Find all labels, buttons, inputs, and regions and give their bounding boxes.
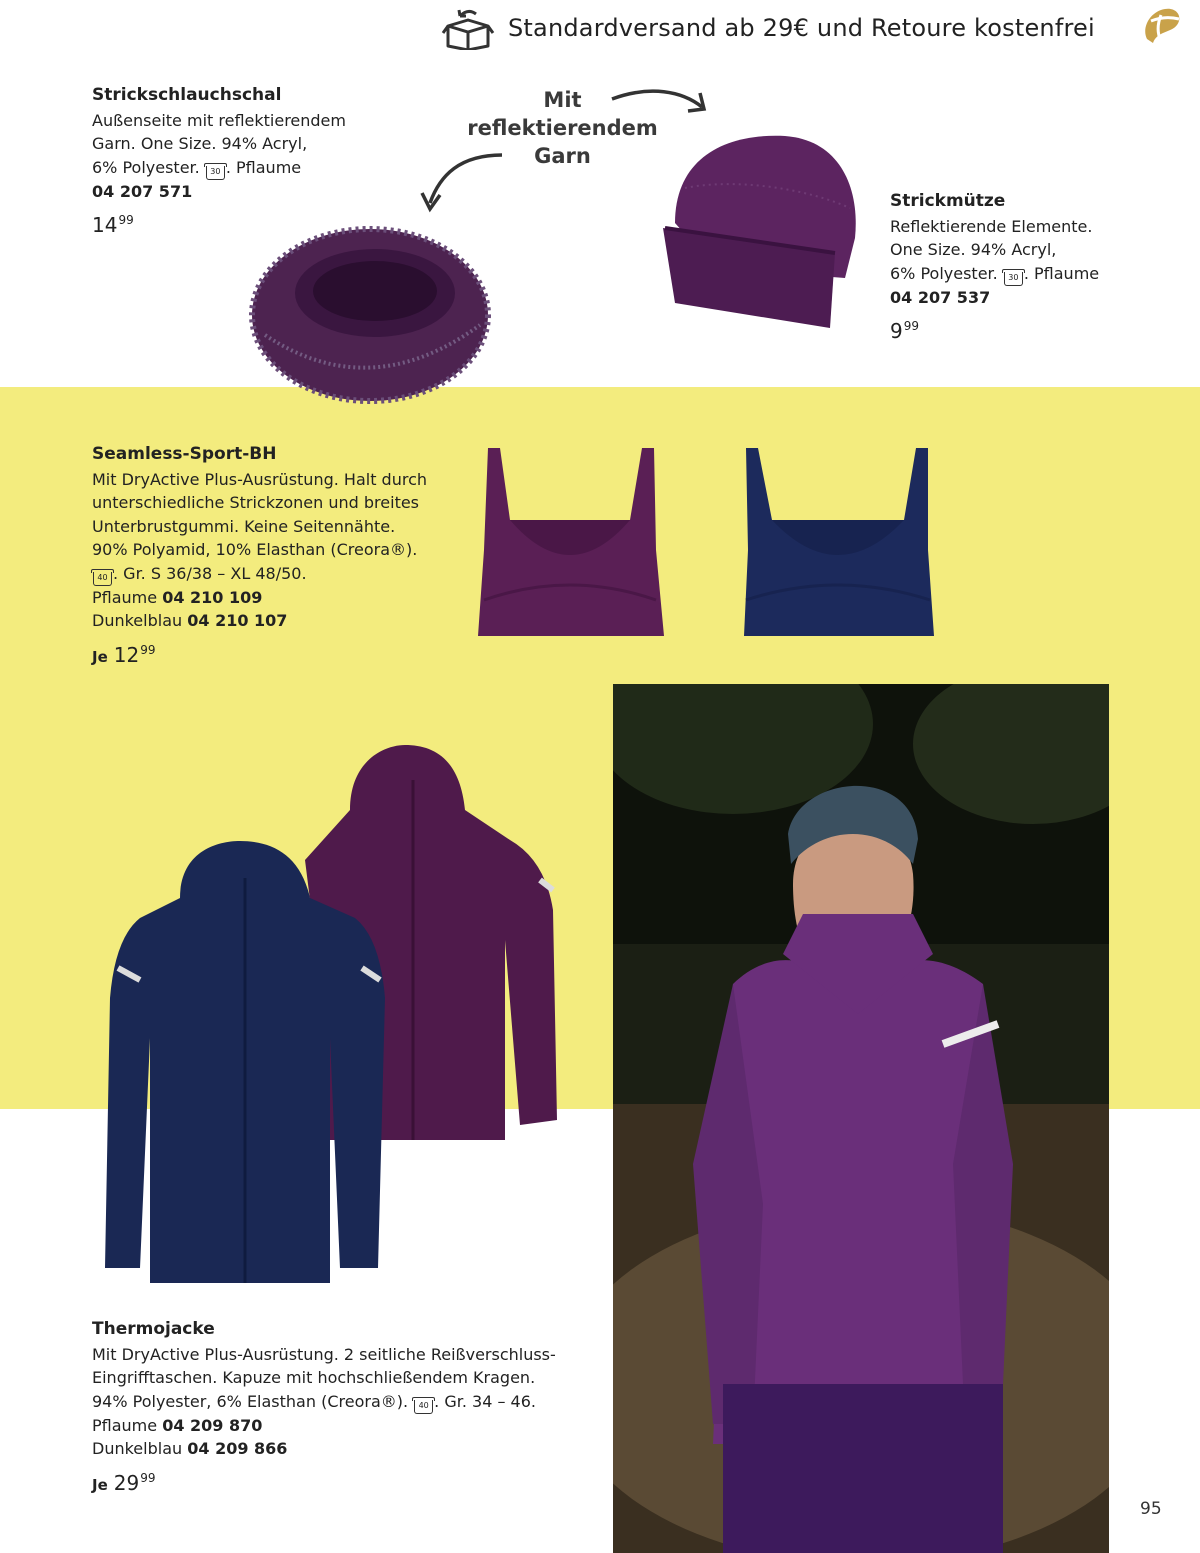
price bbox=[890, 315, 1099, 344]
price-prefix: Je bbox=[92, 647, 108, 666]
wash-symbol-icon: 40 bbox=[93, 572, 112, 586]
variant-line bbox=[92, 1414, 556, 1438]
product-name: Seamless-Sport-BH bbox=[92, 444, 277, 464]
product-desc-line: Außenseite mit reflektierendem bbox=[92, 110, 346, 130]
variant-line bbox=[92, 609, 427, 633]
wash-symbol-icon: 40 bbox=[414, 1400, 433, 1414]
hat-image bbox=[655, 128, 865, 333]
price-cents: 99 bbox=[118, 213, 134, 227]
price-prefix: Je bbox=[92, 1475, 108, 1494]
return-box-icon bbox=[440, 6, 496, 50]
care-text: 6% Polyester. bbox=[890, 263, 998, 283]
variant-line bbox=[92, 1437, 556, 1461]
size-text: . Gr. S 36/38 – XL 48/50. bbox=[113, 563, 307, 583]
bra-navy-image bbox=[738, 440, 938, 640]
price-main: 29 bbox=[113, 1470, 140, 1495]
price-main: 14 bbox=[92, 213, 118, 237]
size-text: . Gr. 34 – 46. bbox=[434, 1391, 536, 1411]
product-name: Thermojacke bbox=[92, 1319, 215, 1339]
price-main: 12 bbox=[113, 642, 140, 667]
color-text: . Pflaume bbox=[1023, 263, 1100, 283]
product-jacket bbox=[92, 1318, 556, 1497]
product-desc-line: Reflektierende Elemente. bbox=[890, 216, 1093, 236]
page-number: 95 bbox=[1140, 1499, 1162, 1519]
variant-color: Dunkelblau bbox=[92, 1439, 183, 1458]
article-number: 04 210 107 bbox=[187, 611, 288, 630]
product-hat bbox=[890, 190, 1099, 344]
price bbox=[92, 639, 427, 670]
care-line bbox=[92, 1390, 556, 1414]
shipping-text: Standardversand ab 29€ und Retoure kostenfrei bbox=[508, 14, 1095, 42]
callout-line: Garn bbox=[534, 144, 591, 168]
variant-line bbox=[92, 586, 427, 610]
article-number: 04 210 109 bbox=[162, 587, 263, 607]
jacket-navy-image bbox=[100, 838, 390, 1283]
price-cents: 99 bbox=[903, 319, 920, 333]
product-desc-line: Mit DryActive Plus-Ausrüstung. Halt durch bbox=[92, 469, 428, 489]
care-line bbox=[92, 562, 427, 586]
product-bra bbox=[92, 443, 427, 669]
product-desc-line: 90% Polyamid, 10% Elasthan (Creora®). bbox=[92, 540, 418, 559]
product-desc-line: Mit DryActive Plus-Ausrüstung. 2 seitliche Reißverschluss- bbox=[92, 1344, 556, 1364]
product-desc-line: unterschiedliche Strickzonen und breites bbox=[92, 493, 420, 512]
product-desc-line: Eingrifftaschen. Kapuze mit hochschließendem Kragen. bbox=[92, 1368, 536, 1387]
model-photo bbox=[613, 684, 1109, 1553]
wash-symbol-icon: 30 bbox=[1004, 272, 1023, 286]
care-line bbox=[890, 262, 1099, 286]
variant-color: Pflaume bbox=[92, 587, 158, 607]
shipping-header bbox=[440, 6, 1095, 50]
scarf-image bbox=[245, 215, 495, 410]
product-desc-line: Garn. One Size. 94% Acryl, bbox=[92, 134, 308, 153]
variant-color: Pflaume bbox=[92, 1415, 158, 1435]
product-desc-line: Unterbrustgummi. Keine Seitennähte. bbox=[92, 516, 396, 536]
bra-plum-image bbox=[470, 440, 670, 640]
wash-symbol-icon: 30 bbox=[206, 166, 225, 180]
price-main: 9 bbox=[890, 319, 903, 343]
color-text: . Pflaume bbox=[225, 157, 302, 177]
callout-line: reflektierendem bbox=[467, 116, 658, 140]
price bbox=[92, 1467, 556, 1498]
price-cents: 99 bbox=[140, 642, 156, 657]
article-number: 04 209 866 bbox=[187, 1439, 288, 1458]
product-name: Strickschlauchschal bbox=[92, 85, 282, 105]
care-line bbox=[92, 156, 346, 180]
article-number: 04 209 870 bbox=[162, 1415, 263, 1435]
price-cents: 99 bbox=[140, 1470, 156, 1485]
variant-color: Dunkelblau bbox=[92, 611, 183, 630]
article-number: 04 207 537 bbox=[890, 287, 991, 307]
tchibo-bean-logo-icon bbox=[1137, 3, 1187, 47]
care-text: 94% Polyester, 6% Elasthan (Creora®). bbox=[92, 1391, 409, 1411]
callout-line: Mit bbox=[543, 88, 582, 112]
care-text: 6% Polyester. bbox=[92, 157, 200, 177]
product-name: Strickmütze bbox=[890, 191, 1006, 211]
article-number: 04 207 571 bbox=[92, 181, 193, 201]
product-desc-line: One Size. 94% Acryl, bbox=[890, 240, 1057, 259]
